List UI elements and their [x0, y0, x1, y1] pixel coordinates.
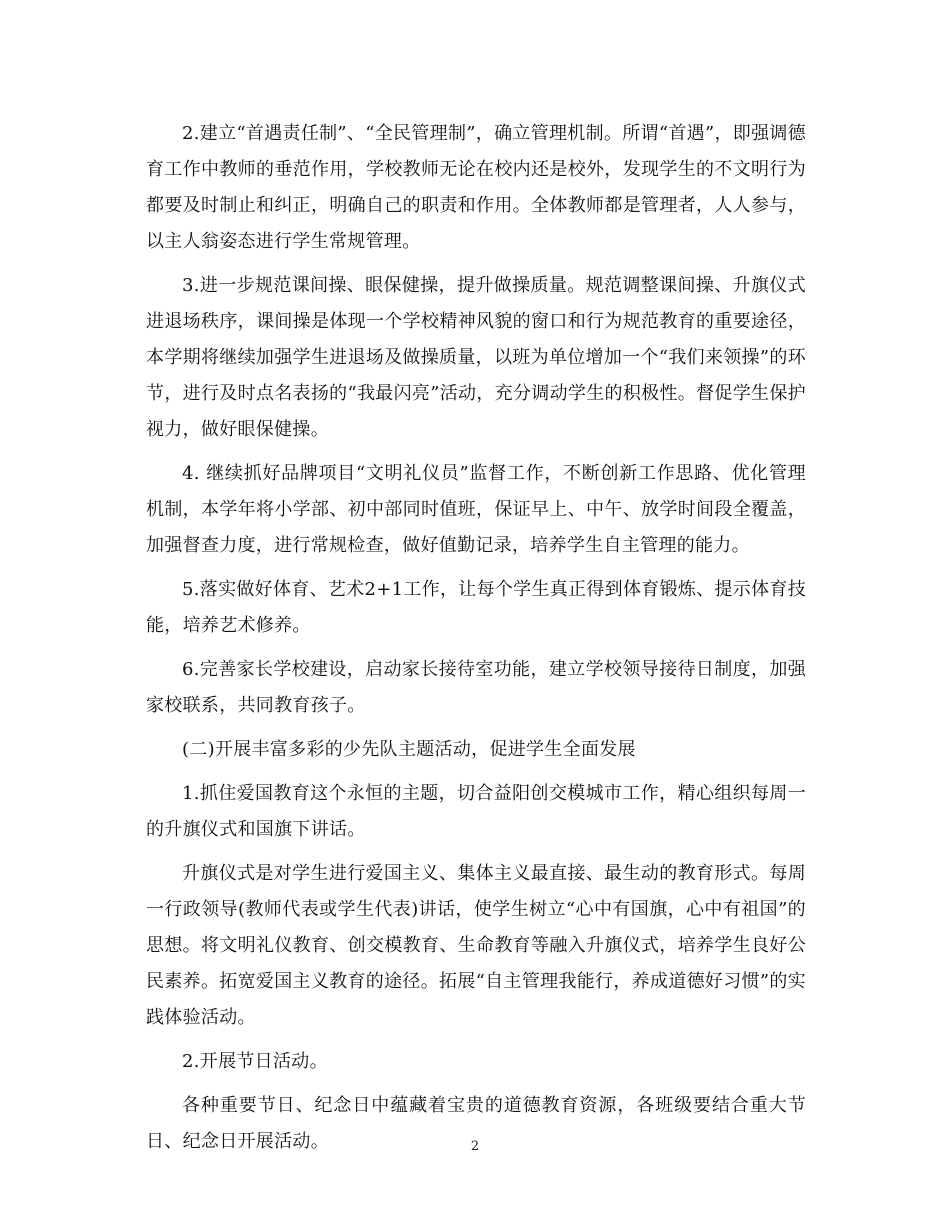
paragraph-festival-activities: 2.开展节日活动。 — [182, 1051, 328, 1072]
section-heading-pioneer-activities: (二)开展丰富多彩的少先队主题活动，促进学生全面发展 — [182, 739, 636, 760]
paragraph-etiquette-monitor: 4. 继续抓好品牌项目“文明礼仪员”监督工作，不断创新工作思路、优化管理机制，本学年将小学部、初中部同时值班，保证早上、中午、放学时间段全覆盖，加强督查力度，进行常规检查，做好值勤记录，培养学生自主管理的能力。 — [146, 463, 806, 556]
page-number: 2 — [470, 1139, 480, 1154]
paragraph-flag-ceremony: 升旗仪式是对学生进行爱国主义、集体主义最直接、最生动的教育形式。每周一行政领导(教师代表或学生代表)讲话，使学生树立“心中有国旗，心中有祖国”的思想。将文明礼仪教育、创交模教育、生命教育等融入升旗仪式，培养学生良好公民素养。拓宽爱国主义教育的途径。拓展“自主管理我能行，养成道德好习惯”的实践体验活动。 — [146, 863, 806, 1028]
paragraph-parent-school: 6.完善家长学校建设，启动家长接待室功能，建立学校领导接待日制度，加强家校联系，共同教育孩子。 — [146, 659, 806, 716]
paragraph-festival-resources: 各种重要节日、纪念日中蕴藏着宝贵的道德教育资源，各班级要结合重大节日、纪念日开展活动。 — [146, 1095, 806, 1152]
paragraph-first-responder-system: 2.建立“首遇责任制”、“全民管理制”，确立管理机制。所谓“首遇”，即强调德育工作中教师的垂范作用，学校教师无论在校内还是校外，发现学生的不文明行为都要及时制止和纠正，明确自己的职责和作用。全体教师都是管理者，人人参与，以主人翁姿态进行学生常规管理。 — [146, 123, 806, 252]
paragraph-patriotic-education: 1.抓住爱国教育这个永恒的主题，切合益阳创交模城市工作，精心组织每周一的升旗仪式和国旗下讲话。 — [146, 783, 806, 840]
document-body — [146, 116, 806, 1168]
paragraph-exercise-quality: 3.进一步规范课间操、眼保健操，提升做操质量。规范调整课间操、升旗仪式进退场秩序，课间操是体现一个学校精神风貌的窗口和行为规范教育的重要途径，本学期将继续加强学生进退场及做操质量，以班为单位增加一个“我们来领操”的环节，进行及时点名表扬的“我最闪亮”活动，充分调动学生的积极性。督促学生保护视力，做好眼保健操。 — [146, 275, 806, 440]
paragraph-sports-arts: 5.落实做好体育、艺术2+1工作，让每个学生真正得到体育锻炼、提示体育技能，培养艺术修养。 — [146, 579, 806, 636]
